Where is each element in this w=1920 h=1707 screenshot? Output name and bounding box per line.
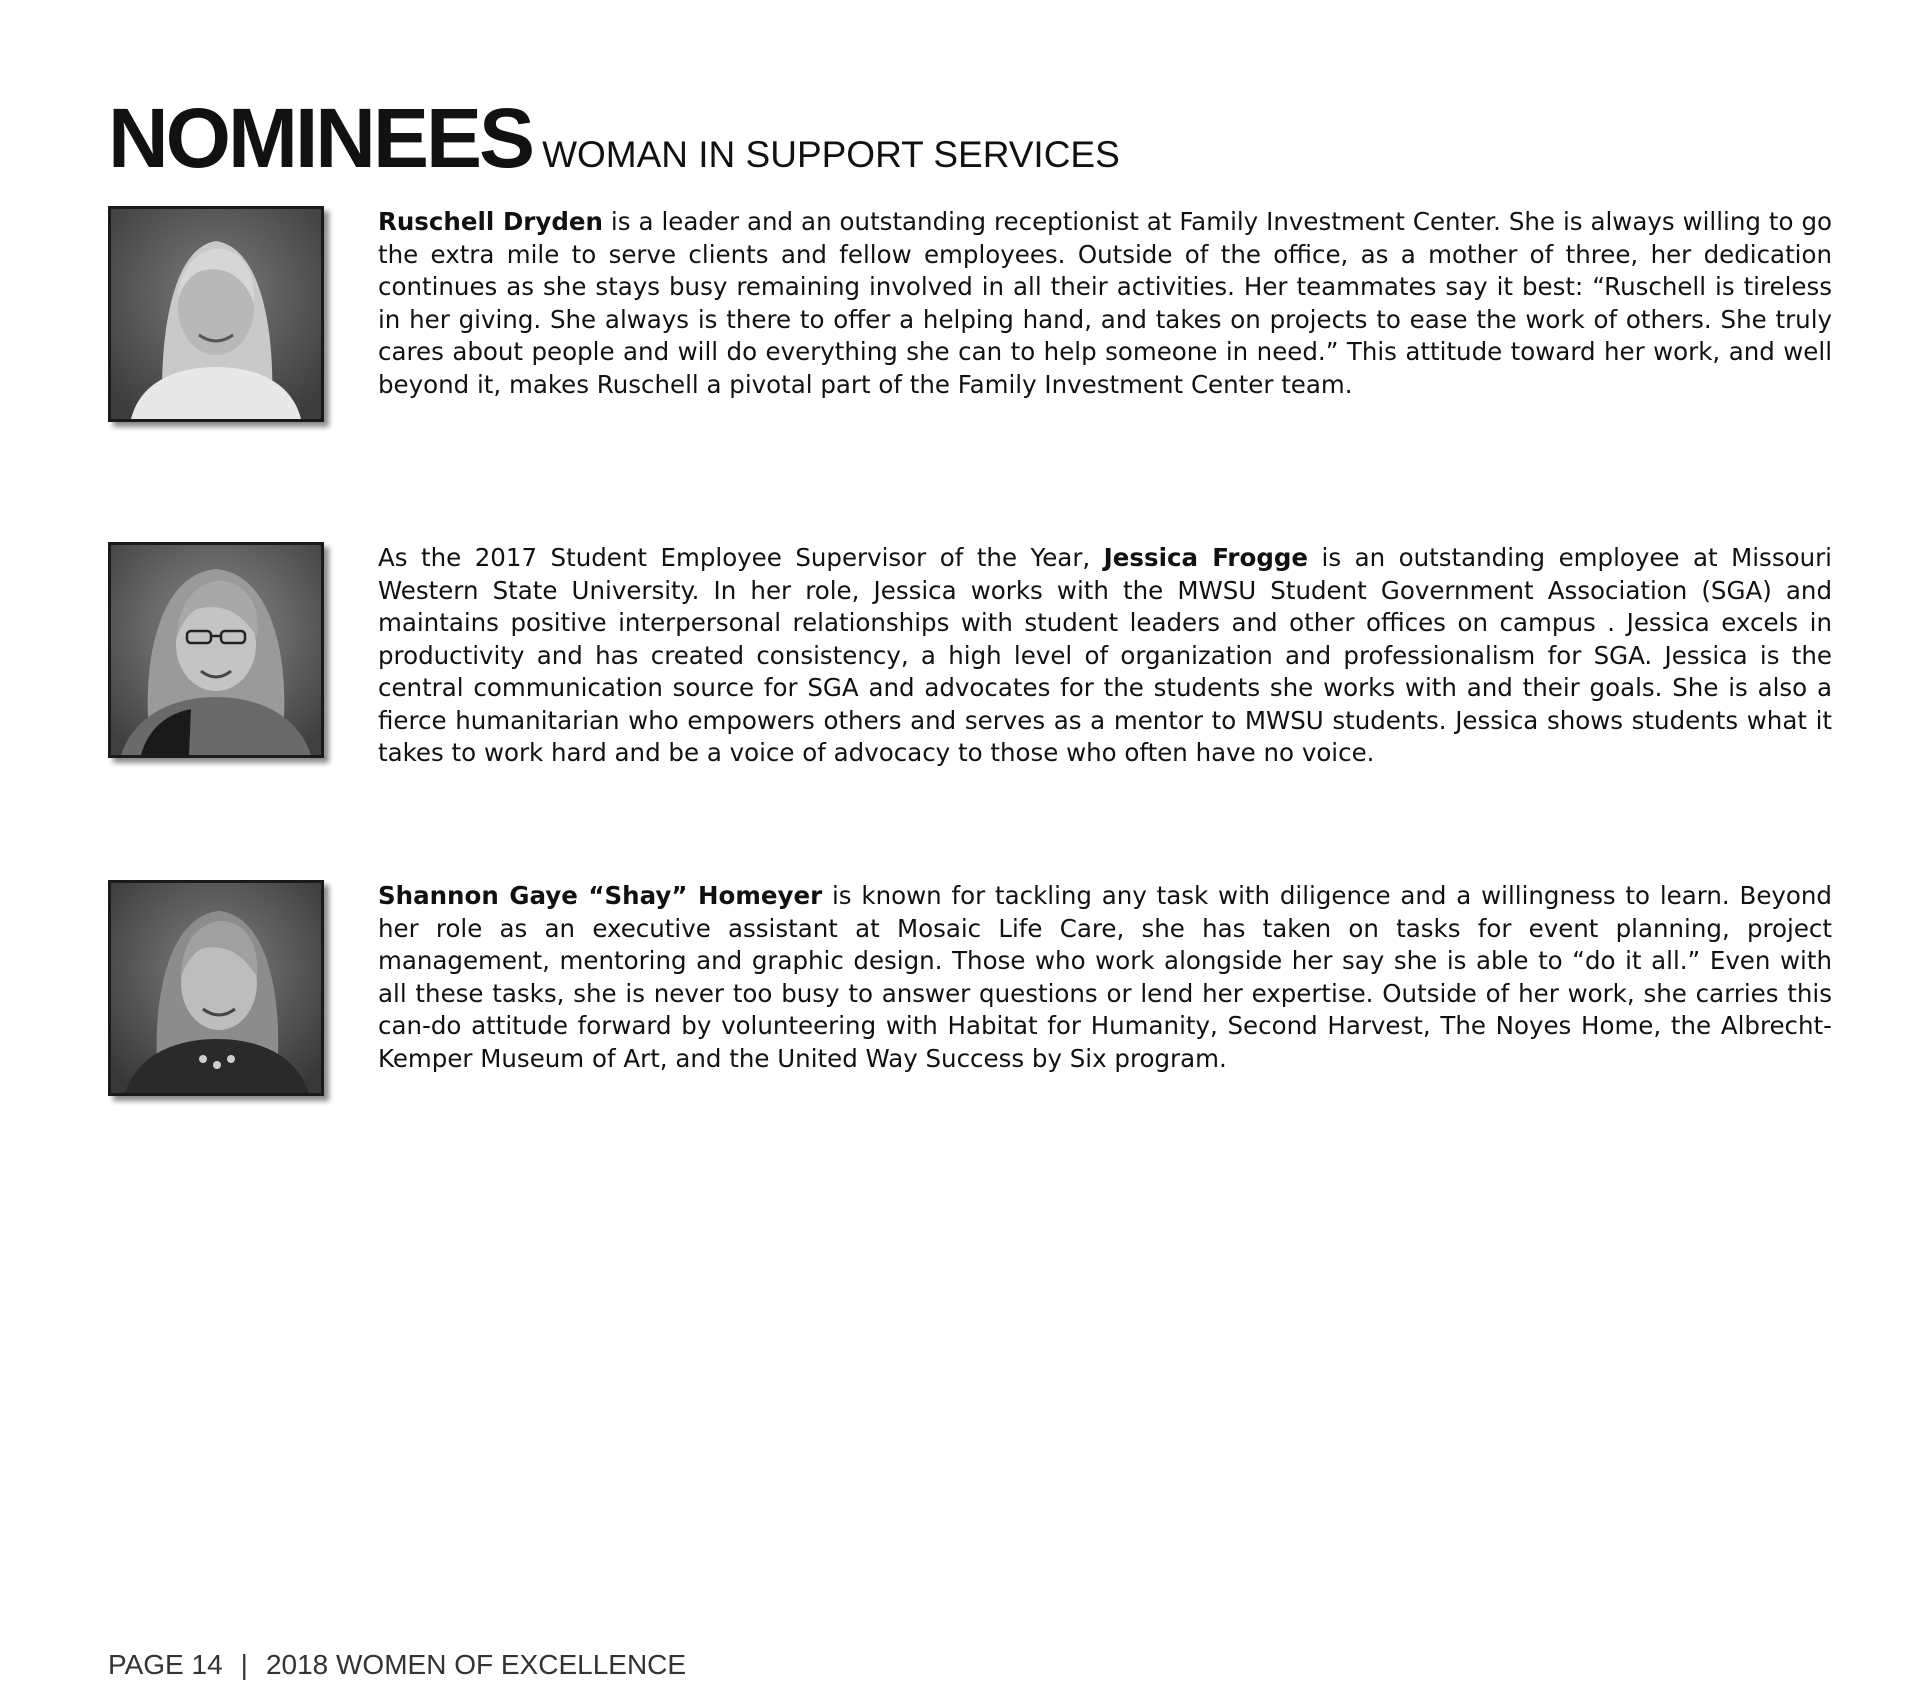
nominee-bio: Shannon Gaye “Shay” Homeyer is known for tackling any task with diligence and a willingness to learn. Beyond her role as an executive assistant at Mosaic Life Care, she has taken on tasks for event planning, project management, mentoring and graphic design. Those who work alongside her say she is able to “do it all.” Even with all these tasks, she is never too busy to answer questions or lend her expertise. Outside of her work, she carries this can-do attitude forward by volunteering with Habitat for Humanity, Second Harvest, The Noyes Home, the Albrecht-Kemper Museum of Art, and the United Way Success by Six program. (378, 881, 1832, 1073)
nominee-photo (108, 880, 324, 1096)
portrait-image (111, 883, 321, 1093)
portrait-image (111, 545, 321, 755)
portrait-image (111, 209, 321, 419)
nominee-bio: As the 2017 Student Employee Supervisor of the Year, Jessica Frogge is an outstanding employee at Missouri Western State University. In her role, Jessica works with the MWSU Student Government Association (SGA) and maintains positive interpersonal relationships with student leaders and other offices on campus . Jessica excels in productivity and has created consistency, a high level of organization and professionalism for SGA. Jessica is the central communication source for SGA and advocates for the students she works with and their goals. She is also a fierce humanitarian who empowers others and serves as a mentor to MWSU students. Jessica shows students what it takes to work hard and be a voice of advocacy to those who often have no voice. (378, 543, 1832, 767)
nominee-bio: Ruschell Dryden is a leader and an outstanding receptionist at Family Investment Center. She is always willing to go the extra mile to serve clients and fellow employees. Outside of the office, as a mother of three, her dedication continues as she stays busy remaining involved in all their activities. Her teammates say it best: “Ruschell is tireless in her giving. She always is there to offer a helping hand, and takes on projects to ease the work of others. She truly cares about people and will do everything she can to help someone in need.” This attitude toward her work, and well beyond it, makes Ruschell a pivotal part of the Family Investment Center team. (378, 207, 1832, 399)
nominee-photo (108, 206, 324, 422)
page-heading (108, 91, 1120, 185)
page-title: NOMINEES (108, 91, 533, 185)
category-title: WOMAN IN SUPPORT SERVICES (542, 134, 1120, 175)
nominee-name: Jessica Frogge (1103, 543, 1309, 572)
publication-title: 2018 WOMEN OF EXCELLENCE (265, 1649, 687, 1680)
page-number: PAGE 14 (108, 1649, 223, 1680)
page-footer (108, 1649, 686, 1681)
nominee-photo (108, 542, 324, 758)
nominee-name: Ruschell Dryden (378, 207, 603, 236)
nominee-name: Shannon Gaye “Shay” Homeyer (378, 881, 823, 910)
footer-separator: | (240, 1649, 248, 1680)
